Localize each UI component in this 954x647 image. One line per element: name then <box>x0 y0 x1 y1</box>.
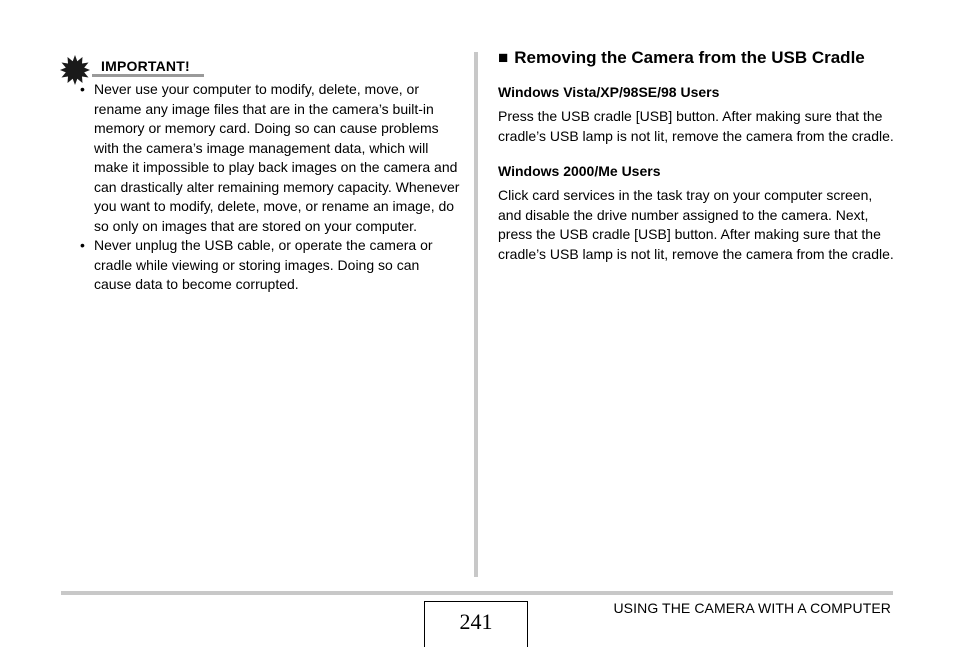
subsection-text-vista-xp: Press the USB cradle [USB] button. After making sure that the cradle’s USB lamp is not lit, remove the camera from the cradle. <box>498 108 894 144</box>
section-title-text: Removing the Camera from the USB Cradle <box>514 48 865 67</box>
bullet-marker: • <box>80 237 85 253</box>
important-underline <box>92 74 204 77</box>
column-divider <box>474 52 478 577</box>
important-notice <box>60 52 460 295</box>
section-title <box>498 48 898 68</box>
chapter-title: USING THE CAMERA WITH A COMPUTER <box>613 600 891 616</box>
subsection-heading-2000-me: Windows 2000/Me Users <box>498 163 661 179</box>
footer-divider <box>61 591 893 595</box>
subsection-text-2000-me: Click card services in the task tray on your computer screen, and disable the drive number assigned to the camera. Next, press the USB cradle [USB] button. After making sure that the cradle’s USB lamp is not lit, remove the camera from the cradle. <box>498 187 894 262</box>
bullet-marker: • <box>80 81 85 97</box>
list-item <box>60 80 460 236</box>
square-bullet-icon: ■ <box>498 48 509 67</box>
bullet-text: Never unplug the USB cable, or operate the camera or cradle while viewing or storing images. Doing so can cause data to become corrupted. <box>94 237 433 292</box>
bullet-text: Never use your computer to modify, delete, move, or rename any image files that are in the camera’s built-in memory or memory card. Doing so can cause problems with the camera’s image management data, which will make it impossible to play back images on the camera and can drastically alter remaining memory capacity. Whenever you want to modify, delete, move, or rename an image, do so only on images that are stored on your computer. <box>94 81 460 234</box>
subsection-heading-vista-xp: Windows Vista/XP/98SE/98 Users <box>498 84 720 100</box>
list-item <box>60 236 460 295</box>
important-header <box>60 52 460 80</box>
removal-section <box>498 48 898 264</box>
important-bullet-list <box>60 80 460 295</box>
page-number: 241 <box>424 601 528 647</box>
important-label: IMPORTANT! <box>101 58 190 74</box>
